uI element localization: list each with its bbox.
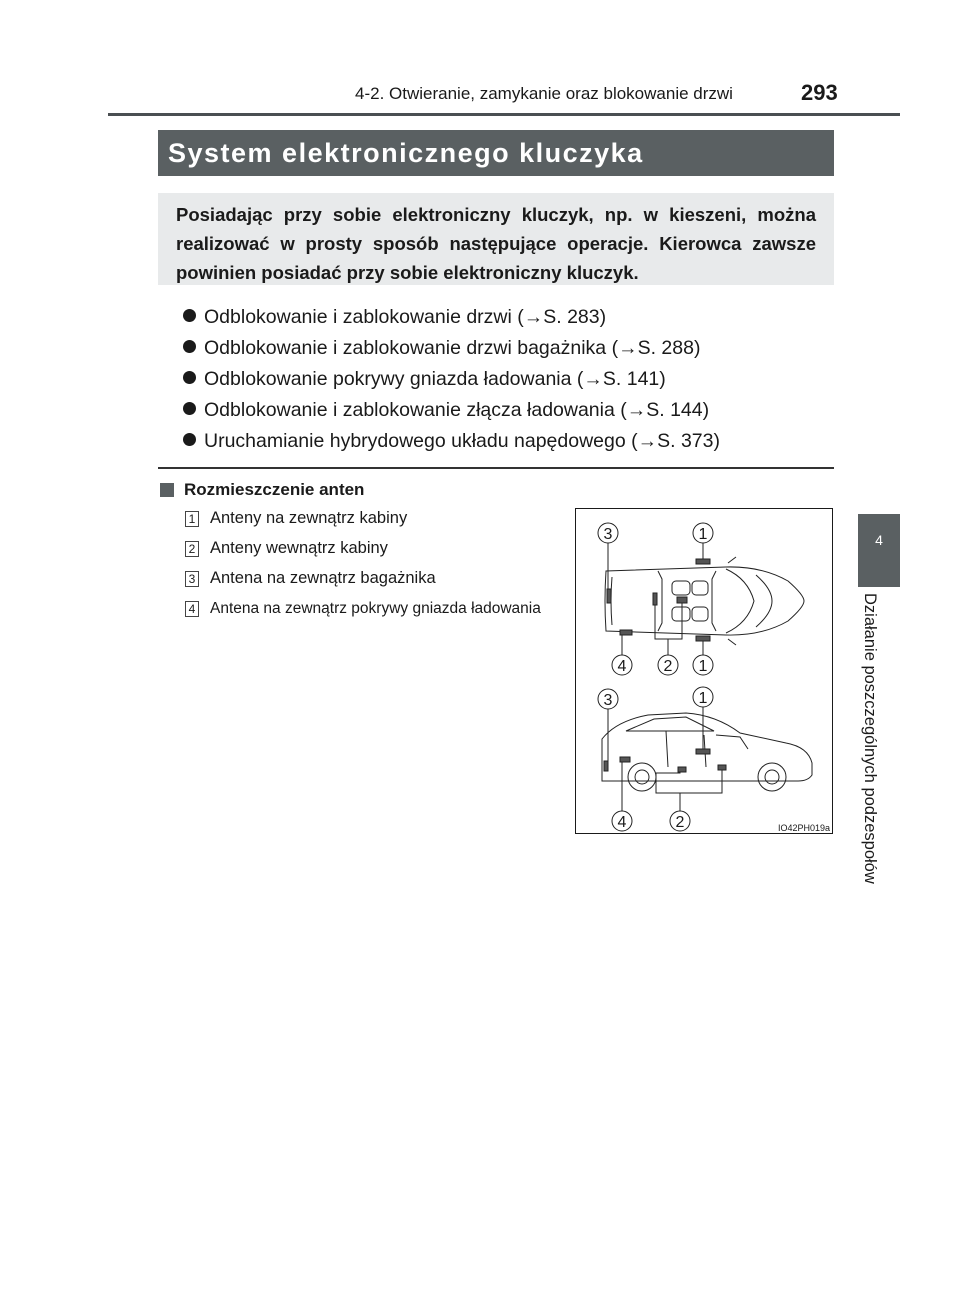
running-header: 4-2. Otwieranie, zamykanie oraz blokowanie drzwi bbox=[355, 84, 733, 103]
list-item-text: Odblokowanie pokrywy gniazda ładowania ( bbox=[204, 368, 584, 390]
page-reference[interactable]: S. 283) bbox=[543, 306, 607, 328]
legend-number: 3 bbox=[185, 571, 199, 587]
callout-number: 3 bbox=[603, 526, 613, 543]
legend-item bbox=[183, 508, 563, 529]
list-item bbox=[183, 306, 720, 337]
chapter-label: Działanie poszczególnych podzespołów bbox=[861, 593, 879, 884]
chapter-number: 4 bbox=[875, 532, 883, 548]
car-top-view bbox=[605, 557, 804, 645]
list-item bbox=[183, 430, 720, 461]
list-item bbox=[183, 368, 720, 399]
arrow-icon: → bbox=[637, 430, 658, 452]
bullet-icon bbox=[183, 371, 196, 384]
bullet-icon bbox=[183, 340, 196, 353]
legend-item bbox=[183, 568, 563, 589]
legend-number: 4 bbox=[185, 601, 199, 617]
arrow-icon: → bbox=[583, 368, 603, 390]
callout-number: 1 bbox=[698, 658, 708, 675]
section-divider bbox=[158, 467, 834, 469]
legend-item bbox=[183, 598, 563, 619]
list-item-text: Odblokowanie i zablokowanie drzwi ( bbox=[204, 306, 524, 328]
page-reference[interactable]: S. 144) bbox=[646, 399, 710, 421]
legend-item bbox=[183, 538, 563, 559]
legend-text: Anteny wewnątrz kabiny bbox=[210, 539, 388, 557]
feature-list bbox=[183, 306, 720, 461]
antenna-figure bbox=[575, 508, 833, 834]
antenna-legend bbox=[183, 508, 563, 628]
legend-text: Antena na zewnątrz bagażnika bbox=[210, 569, 436, 587]
list-item bbox=[183, 399, 720, 430]
arrow-icon: → bbox=[618, 337, 638, 359]
callout-number: 2 bbox=[663, 658, 673, 675]
section-title: Rozmieszczenie anten bbox=[184, 480, 365, 499]
list-item bbox=[183, 337, 720, 368]
legend-text: Antena na zewnątrz pokrywy gniazda ładowania bbox=[210, 600, 541, 617]
bullet-icon bbox=[183, 309, 196, 322]
legend-number: 2 bbox=[185, 541, 199, 557]
callout-number: 1 bbox=[698, 690, 708, 707]
section-marker-icon bbox=[160, 483, 174, 497]
page-reference[interactable]: S. 373) bbox=[657, 430, 720, 452]
chapter-tab[interactable] bbox=[858, 514, 900, 587]
header-divider bbox=[108, 113, 900, 116]
antenna-diagram bbox=[576, 509, 834, 835]
list-item-text: Odblokowanie i zablokowanie drzwi bagażnika ( bbox=[204, 337, 619, 359]
arrow-icon: → bbox=[626, 399, 647, 421]
list-item-text: Uruchamianie hybrydowego układu napędowego ( bbox=[204, 430, 638, 452]
page-reference[interactable]: S. 141) bbox=[602, 368, 666, 390]
callout-number: 1 bbox=[698, 526, 708, 543]
legend-number: 1 bbox=[185, 511, 199, 527]
callout-number: 2 bbox=[675, 814, 685, 831]
intro-text: Posiadając przy sobie elektroniczny kluczyk, np. w kieszeni, można realizować w prosty sposób następujące operacje. Kierowca zawsze powinien posiadać przy sobie elektroniczny kluczyk. bbox=[176, 204, 816, 283]
page-reference[interactable]: S. 288) bbox=[637, 337, 701, 359]
list-item-text: Odblokowanie i zablokowanie złącza ładowania ( bbox=[204, 399, 627, 421]
legend-text: Anteny na zewnątrz kabiny bbox=[210, 509, 408, 527]
arrow-icon: → bbox=[523, 306, 544, 328]
callout-number: 4 bbox=[617, 814, 627, 831]
page-title: System elektronicznego kluczyka bbox=[168, 138, 644, 168]
bullet-icon bbox=[183, 433, 196, 446]
callout-number: 3 bbox=[603, 692, 613, 709]
figure-code: IO42PH019a bbox=[777, 823, 830, 833]
page-number: 293 bbox=[801, 80, 838, 105]
callout-number: 4 bbox=[617, 658, 627, 675]
bullet-icon bbox=[183, 402, 196, 415]
